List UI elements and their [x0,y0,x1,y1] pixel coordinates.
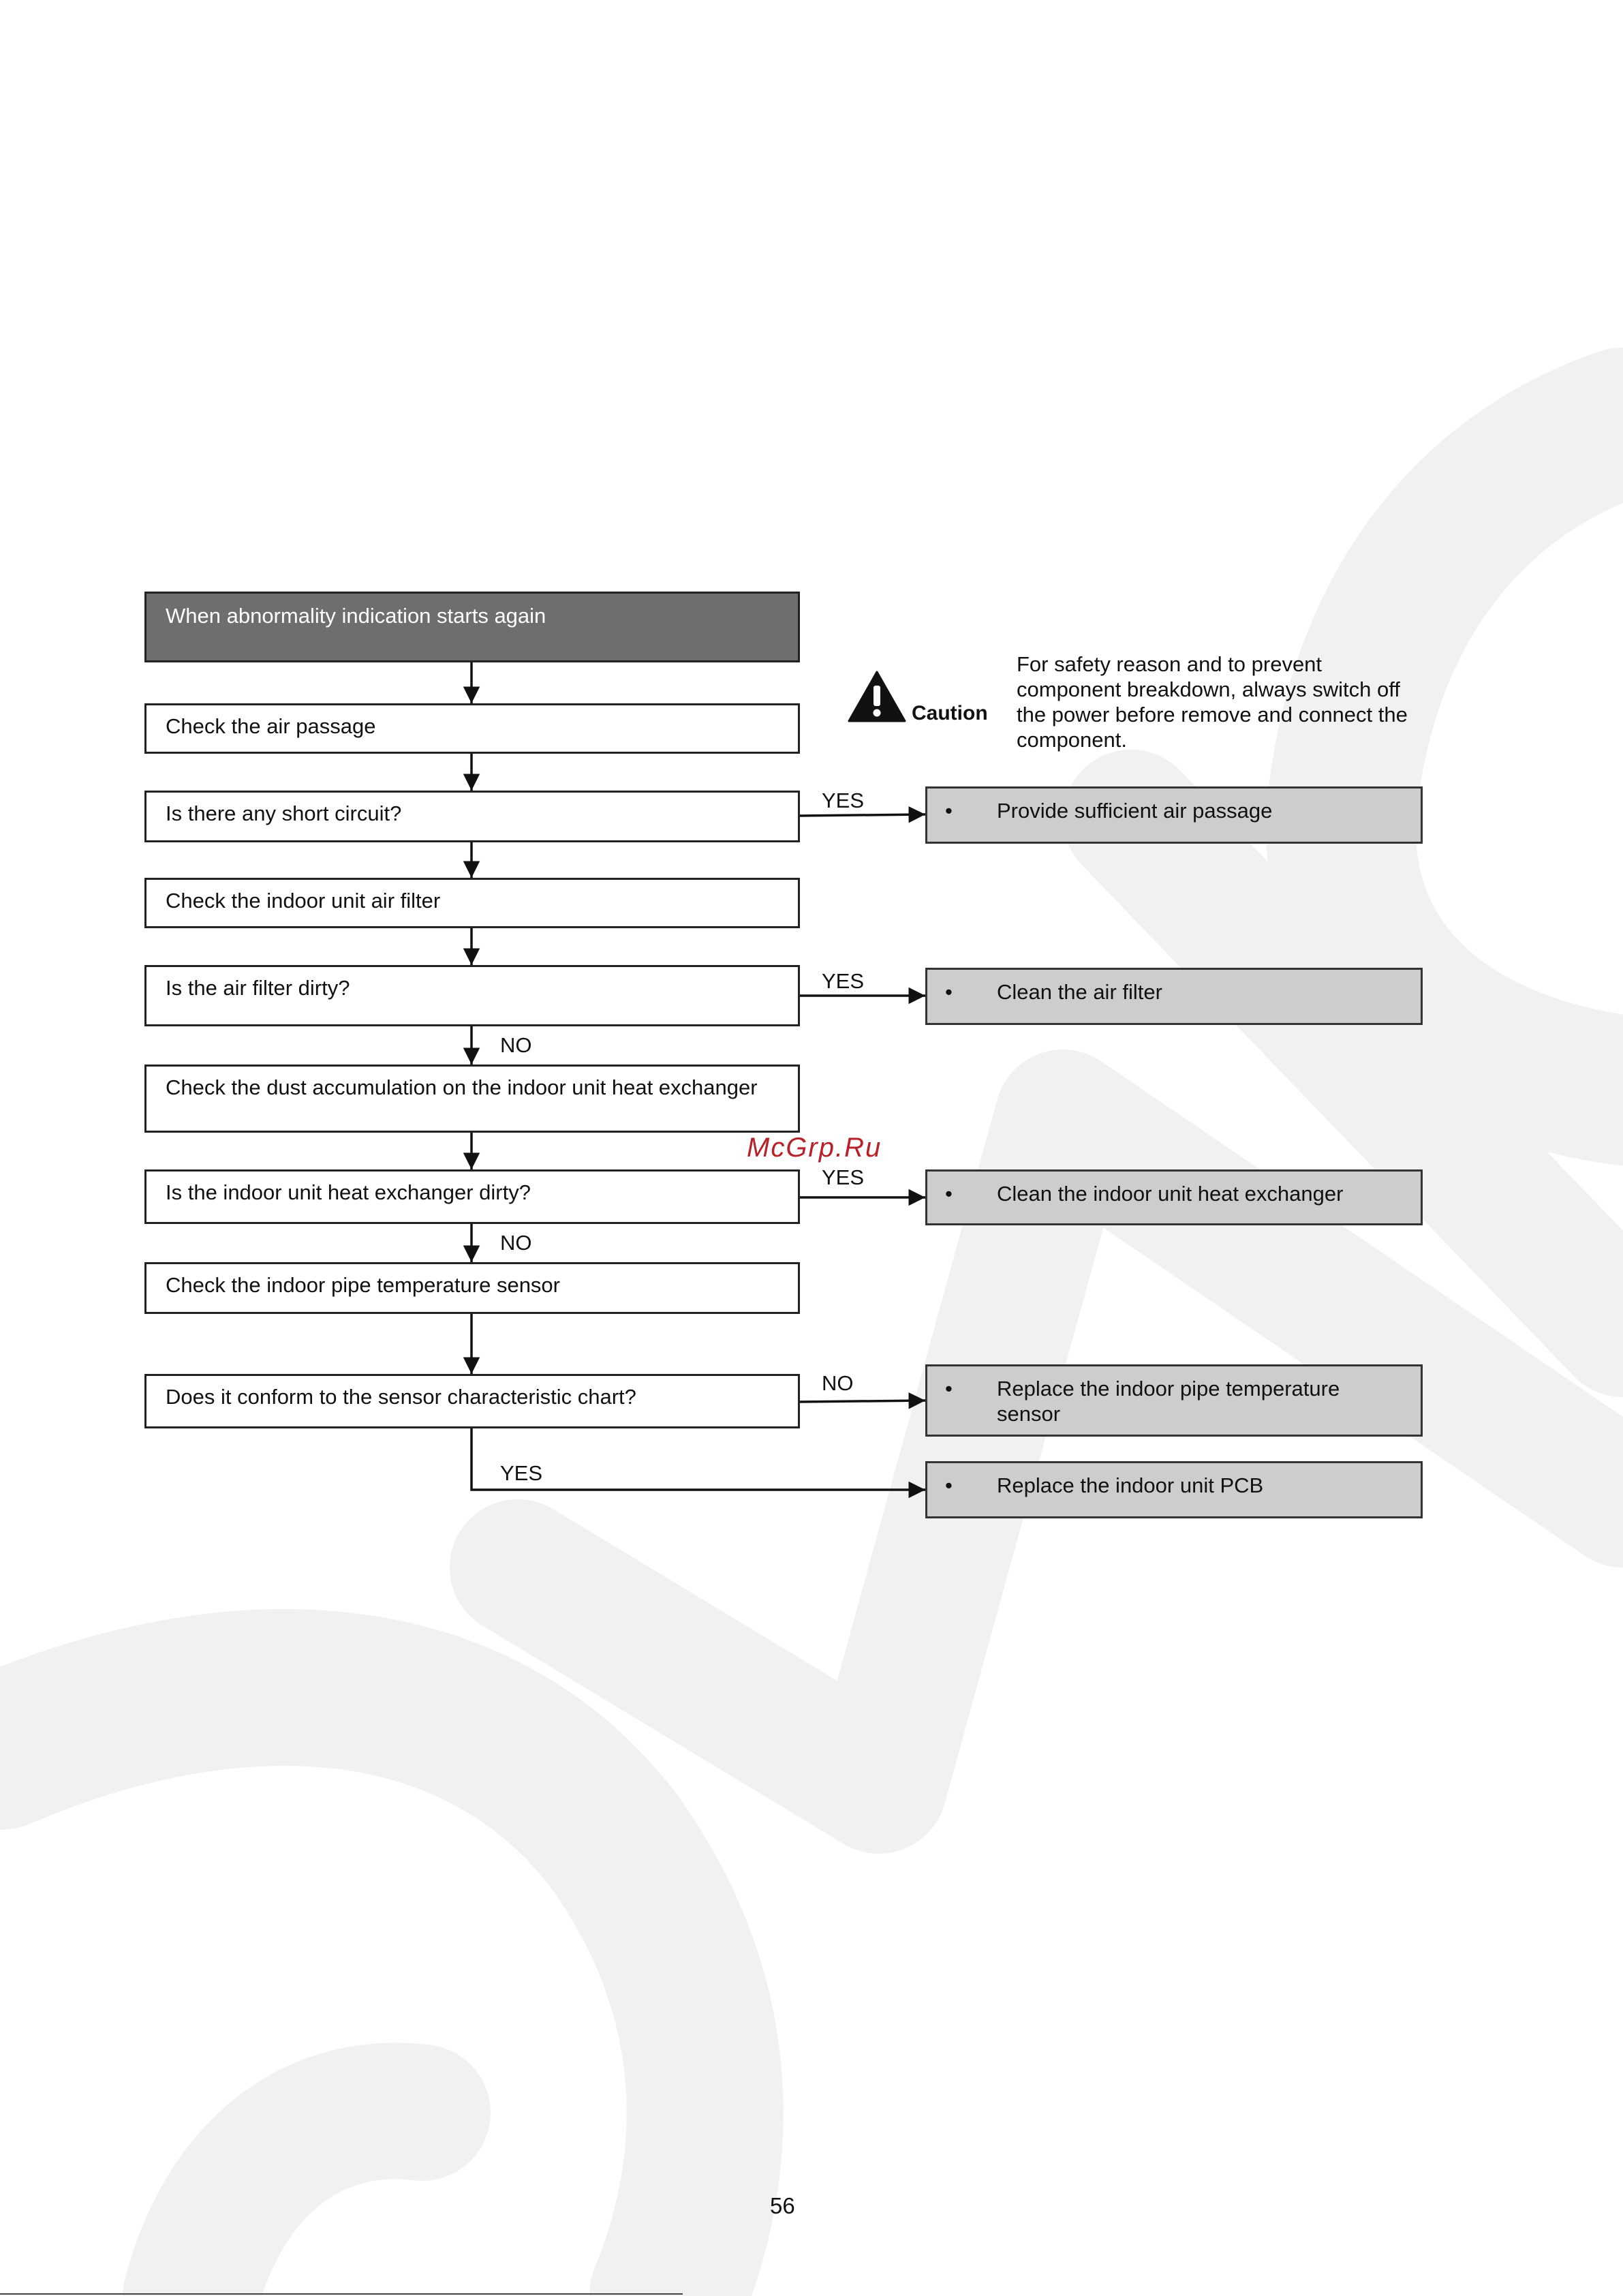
bullet-icon: • [945,1377,953,1400]
decision-label: Is there any short circuit? [166,801,402,825]
step-check-dust [144,1065,800,1133]
bullet-icon: • [945,980,953,1004]
label-no-exchanger-dirty: NO [500,1231,532,1255]
decision-label: Is the indoor unit heat exchanger dirty? [166,1180,531,1204]
page-number: 56 [770,2193,795,2218]
bullet-icon: • [945,799,953,823]
step-check-sensor [144,1262,800,1314]
step-check-air-passage [144,703,800,754]
start-label: When abnormality indication starts again [166,604,546,628]
label-yes-short-circuit: YES [822,789,865,812]
label-no-filter-dirty: NO [500,1033,532,1057]
start-box [144,592,800,662]
bullet-icon: • [945,1473,953,1497]
site-watermark: McGrp.Ru [747,1133,882,1163]
arrow-short-circuit-yes [799,814,925,816]
label-yes-exchanger-dirty: YES [822,1165,865,1189]
caution-text: For safety reason and to prevent component breakdown, always switch off the power before remove and connect the component. [1017,652,1408,752]
action-label: Replace the indoor unit PCB [997,1473,1264,1497]
action-label: Replace the indoor pipe temperature sensor [997,1377,1340,1426]
decision-label: Is the air filter dirty? [166,976,350,1000]
action-label: Clean the air filter [997,980,1162,1004]
action-label: Provide sufficient air passage [997,799,1273,823]
action-provide-air-passage [925,786,1423,844]
caution-title: Caution [912,702,988,724]
label-no-conform: NO [822,1371,854,1395]
action-replace-pcb [925,1461,1423,1518]
action-clean-air-filter [925,968,1423,1025]
action-clean-heat-exchanger [925,1169,1423,1225]
action-replace-sensor [925,1364,1423,1437]
decision-conform-chart [144,1374,800,1428]
step-label: Check the dust accumulation on the indoor unit heat exchanger [166,1075,758,1099]
bottom-rule [0,2293,683,2295]
label-yes-conform: YES [500,1461,543,1485]
bullet-icon: • [945,1182,953,1206]
step-check-air-filter [144,878,800,928]
decision-label: Does it conform to the sensor characteristic chart? [166,1385,636,1409]
decision-short-circuit [144,791,800,842]
decision-filter-dirty [144,965,800,1026]
step-label: Check the air passage [166,714,376,738]
decision-exchanger-dirty [144,1169,800,1224]
action-label: Clean the indoor unit heat exchanger [997,1182,1344,1206]
arrow-conform-no [799,1400,925,1402]
warning-triangle-icon [848,671,906,722]
label-yes-filter-dirty: YES [822,969,865,993]
step-label: Check the indoor pipe temperature sensor [166,1273,560,1297]
step-label: Check the indoor unit air filter [166,889,441,913]
